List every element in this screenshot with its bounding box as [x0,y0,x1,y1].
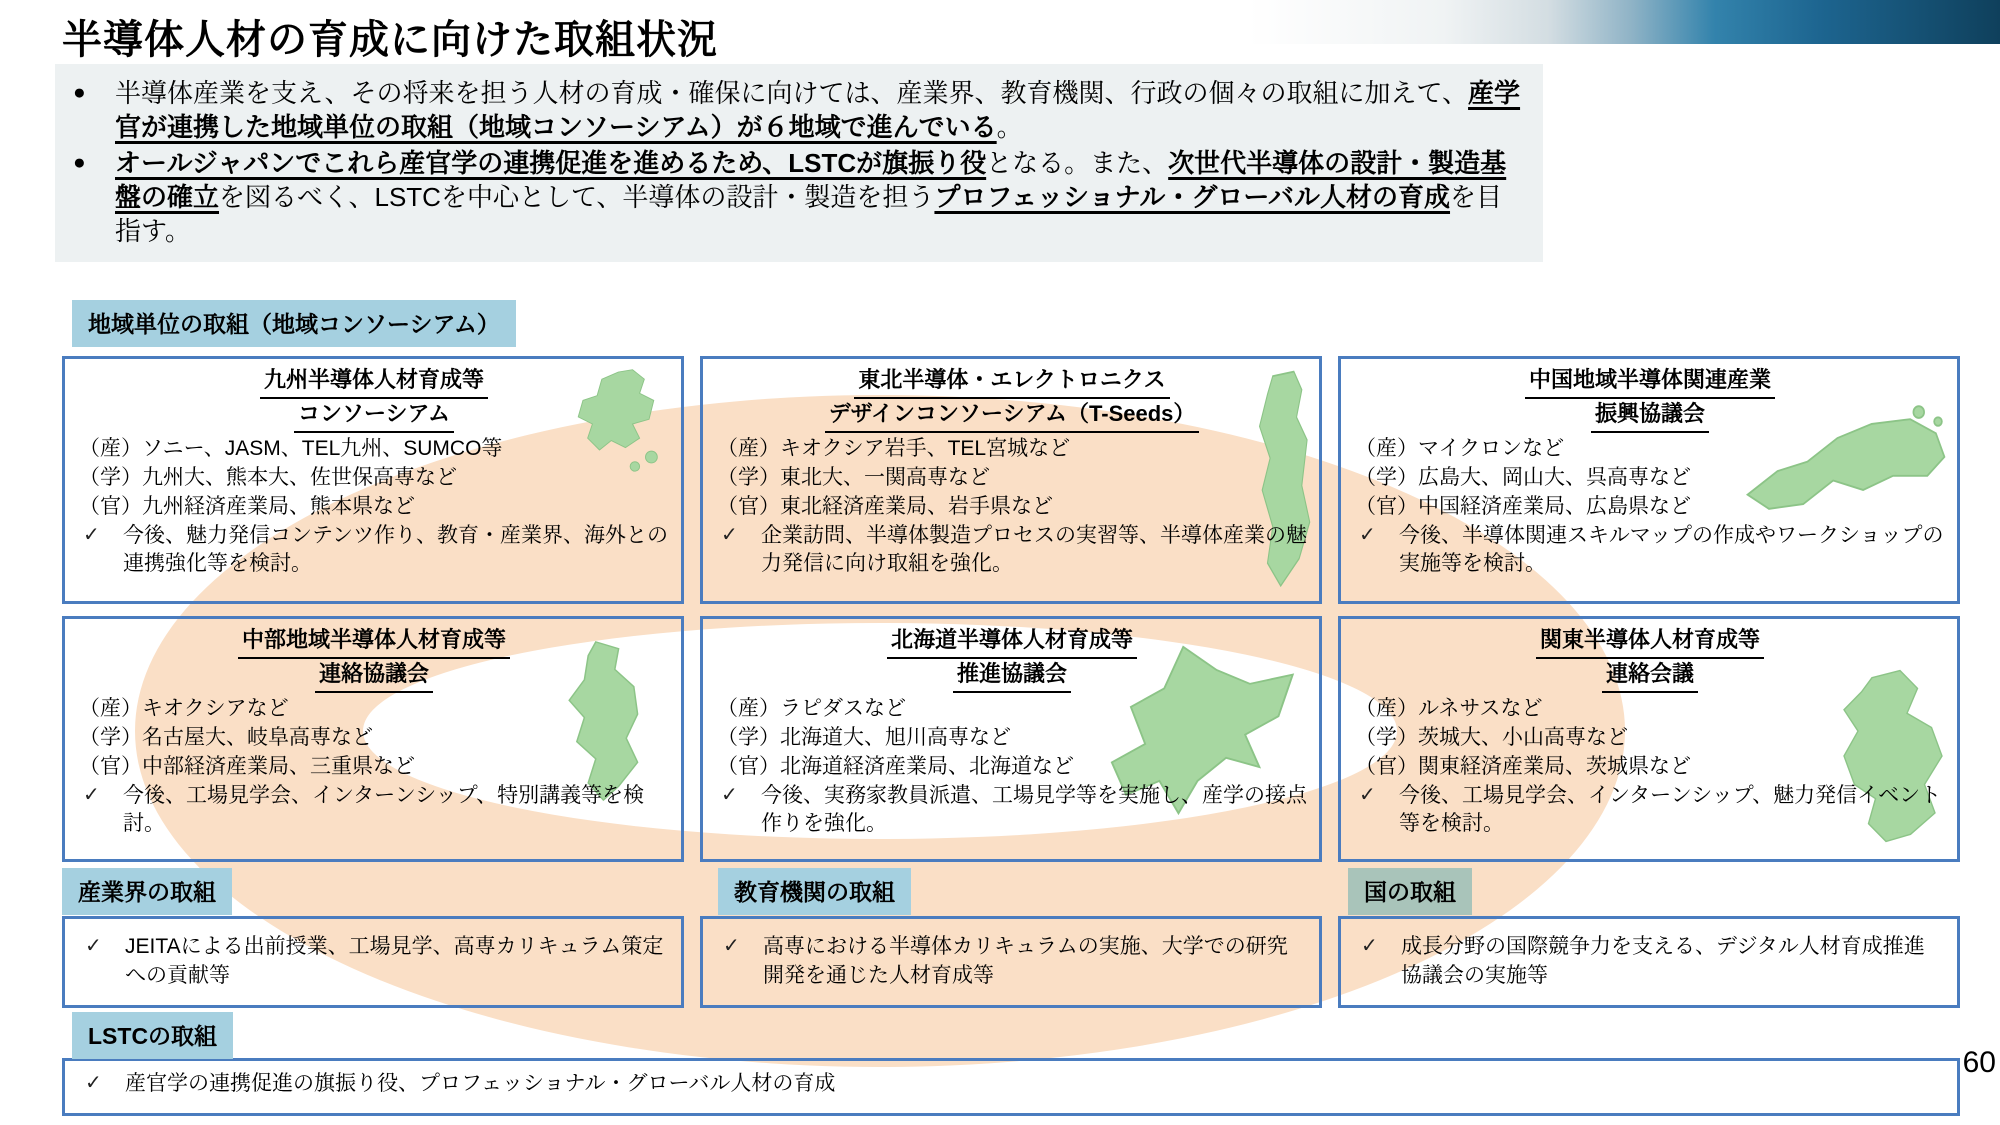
region-check-text: 今後、工場見学会、インターンシップ、魅力発信イベント等を検討。 [1399,783,1942,836]
region-title-line2: コンソーシアム [294,399,454,433]
check-icon: ✓ [83,783,100,806]
check-icon: ✓ [721,523,738,546]
region-row-2 [62,616,1960,862]
region-title [79,625,669,693]
region-government-line: （官）中部経済産業局、三重県など [79,754,415,778]
lstc-check-line [81,1070,1941,1099]
national-check-text: 成長分野の国際競争力を支える、デジタル人材育成推進協議会の実施等 [1401,935,1925,987]
region-title-line2: デザインコンソーシアム（T-Seeds） [825,399,1200,433]
page-title: 半導体人材の育成に向けた取組状況 [62,18,718,62]
education-check-text: 高専における半導体カリキュラムの実施、大学での研究開発を通じた人材育成等 [763,935,1288,987]
region-title-line2: 連絡会議 [1602,659,1698,693]
region-industry-line: （産）ルネサスなど [1355,696,1543,720]
region-industry-line: （産）ソニー、JASM、TEL九州、SUMCO等 [79,436,503,460]
check-icon: ✓ [1359,783,1376,806]
region-check-line [1355,782,1945,840]
summary-bullet-2: ● オールジャパンでこれら産官学の連携促進を進めるため、LSTCが旗振り役となる。また、次世代半導体の設計・製造基盤の確立を図るべく、LSTCを中心として、半導体の設計・製造を担うプロフェッショナル・グローバル人材の育成を目指す。 [71,146,1525,248]
national-initiatives-label: 国の取組 [1348,868,1472,915]
region-box-hokkaido [700,616,1322,862]
page-number: 60 [1962,1046,1996,1079]
summary-box [55,64,1543,262]
region-title [717,365,1307,433]
region-academia-line: （学）茨城大、小山高専など [1355,725,1628,749]
check-icon: ✓ [85,1072,102,1094]
education-initiative-box [700,916,1322,1008]
region-academia-line: （学）広島大、岡山大、呉高専など [1355,465,1691,489]
region-title-line2: 連絡協議会 [315,659,433,693]
lstc-initiatives-label: LSTCの取組 [72,1012,233,1059]
region-box-kanto [1338,616,1960,862]
national-check-line [1357,933,1941,991]
lstc-check-text: 産官学の連携促進の旗振り役、プロフェッショナル・グローバル人材の育成 [125,1072,836,1095]
education-check-line [719,933,1303,991]
region-title [79,365,669,433]
region-title-line1: 九州半導体人材育成等 [260,365,488,399]
region-check-line [79,782,669,840]
industry-initiatives-label: 産業界の取組 [62,868,232,915]
national-initiative-box [1338,916,1960,1008]
summary-bullet-1: ● 半導体産業を支え、その将来を担う人材の育成・確保に向けては、産業界、教育機関、行政の個々の取組に加えて、産学官が連携した地域単位の取組（地域コンソーシアム）が６地域で進んでいる。 [71,76,1525,144]
region-title-line1: 北海道半導体人材育成等 [887,625,1137,659]
region-industry-line: （産）キオクシアなど [79,696,289,720]
region-title [717,625,1307,693]
region-box-chugoku [1338,356,1960,604]
education-initiatives-label: 教育機関の取組 [718,868,911,915]
industry-check-text: JEITAによる出前授業、工場見学、高専カリキュラム策定への貢献等 [125,935,664,987]
region-check-text: 今後、魅力発信コンテンツ作り、教育・産業界、海外との連携強化等を検討。 [123,523,668,576]
region-title-line1: 東北半導体・エレクトロニクス [854,365,1169,399]
regional-initiatives-label: 地域単位の取組（地域コンソーシアム） [72,300,516,347]
region-check-text: 今後、実務家教員派遣、工場見学等を実施し、産学の接点作りを強化。 [761,783,1307,836]
region-title [1355,625,1945,693]
check-icon: ✓ [723,935,740,957]
region-title-line1: 中国地域半導体関連産業 [1525,365,1775,399]
region-government-line: （官）北海道経済産業局、北海道など [717,754,1074,778]
industry-check-line [81,933,665,991]
check-icon: ✓ [83,523,100,546]
region-title-line2: 推進協議会 [953,659,1071,693]
summary-bullet-list [71,76,1525,248]
region-title-line1: 中部地域半導体人材育成等 [238,625,510,659]
region-check-line [1355,522,1945,580]
region-government-line: （官）東北経済産業局、岩手県など [717,494,1053,518]
region-box-kyushu [62,356,684,604]
region-check-text: 今後、半導体関連スキルマップの作成やワークショップの実施等を検討。 [1399,523,1944,576]
region-government-line: （官）中国経済産業局、広島県など [1355,494,1691,518]
region-title [1355,365,1945,433]
check-icon: ✓ [85,935,102,957]
region-industry-line: （産）キオクシア岩手、TEL宮城など [717,436,1071,460]
region-academia-line: （学）名古屋大、岐阜高専など [79,725,373,749]
lstc-initiative-box [62,1058,1960,1116]
check-icon: ✓ [1359,523,1376,546]
region-check-line [79,522,669,580]
region-government-line: （官）関東経済産業局、茨城県など [1355,754,1691,778]
region-check-line [717,782,1307,840]
region-row-1 [62,356,1960,604]
industry-initiative-box [62,916,684,1008]
region-industry-line: （産）ラピダスなど [717,696,906,720]
region-academia-line: （学）東北大、一関高専など [717,465,990,489]
bottom-boxes-row [62,916,1960,1008]
check-icon: ✓ [721,783,738,806]
region-title-line2: 振興協議会 [1591,399,1709,433]
region-industry-line: （産）マイクロンなど [1355,436,1565,460]
region-title-line1: 関東半導体人材育成等 [1536,625,1764,659]
check-icon: ✓ [1361,935,1378,957]
header-gradient-bar [1248,0,2000,44]
region-academia-line: （学）北海道大、旭川高専など [717,725,1011,749]
region-check-line [717,522,1307,580]
region-box-tohoku [700,356,1322,604]
region-check-text: 企業訪問、半導体製造プロセスの実習等、半導体産業の魅力発信に向け取組を強化。 [761,523,1307,576]
region-box-chubu [62,616,684,862]
region-academia-line: （学）九州大、熊本大、佐世保高専など [79,465,457,489]
region-government-line: （官）九州経済産業局、熊本県など [79,494,415,518]
region-check-text: 今後、工場見学会、インターンシップ、特別講義等を検討。 [123,783,645,836]
